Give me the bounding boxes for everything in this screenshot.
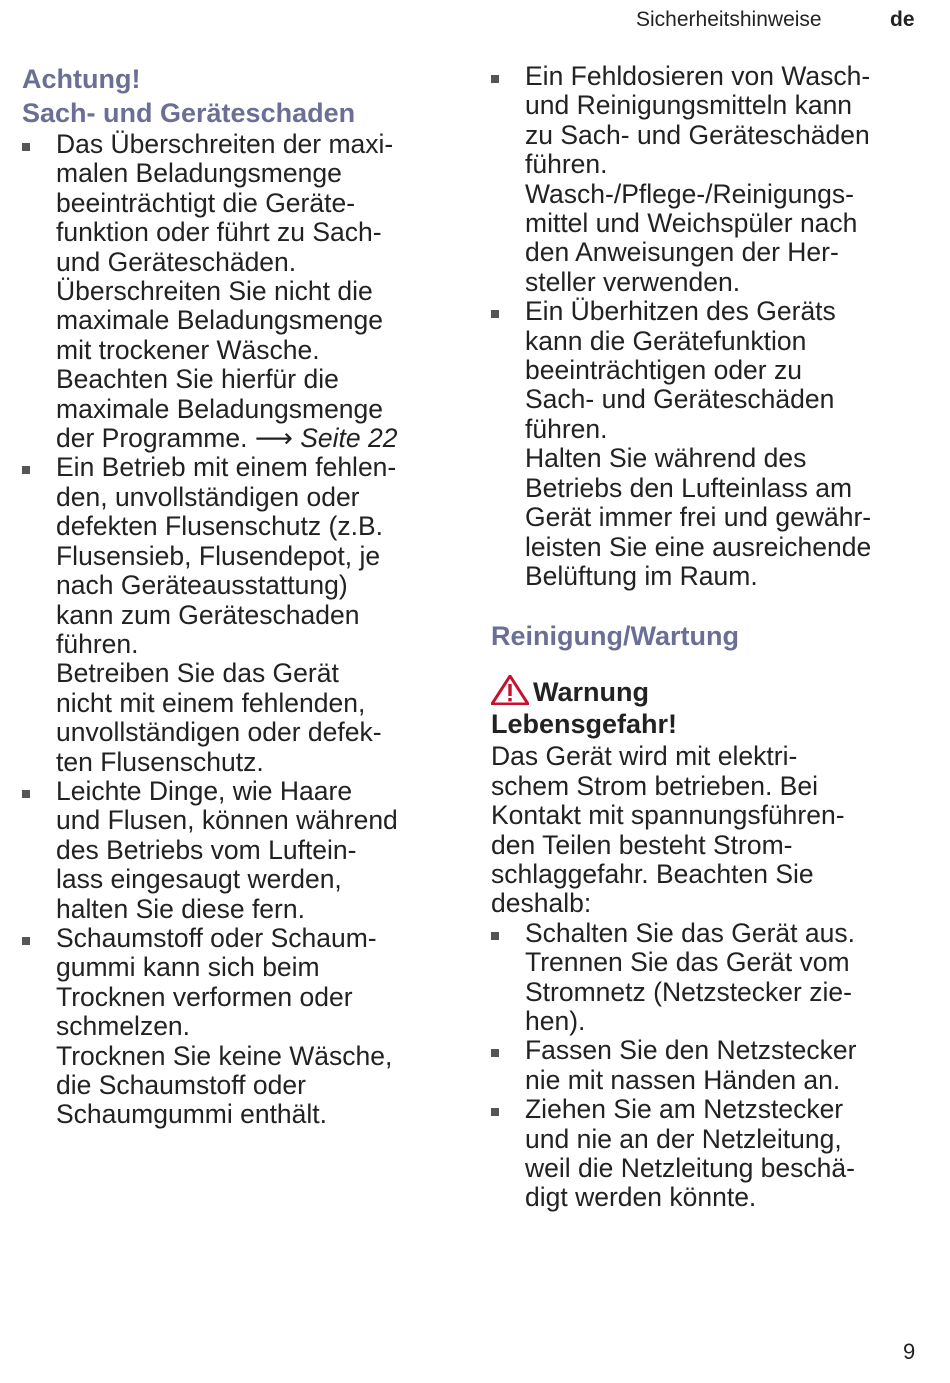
text-line: malen Beladungsmenge: [56, 158, 342, 189]
text-line: halten Sie diese fern.: [56, 893, 305, 924]
text-line: beeinträchtigen oder zu: [525, 355, 802, 386]
text-line: unvollständigen oder defek-: [56, 717, 382, 748]
text-line: Leichte Dinge, wie Haare: [56, 775, 353, 806]
list-item: [491, 62, 931, 297]
text-line: steller verwenden.: [525, 266, 741, 297]
text-line: den Anweisungen der Her-: [525, 237, 839, 268]
text-line: deshalb:: [491, 888, 592, 919]
header-section-title: Sicherheitshinweise: [636, 8, 822, 31]
text-line: Fassen Sie den Netzstecker: [525, 1035, 857, 1066]
bullet-square-icon: [22, 466, 30, 474]
text-line: Belüftung im Raum.: [525, 560, 758, 591]
text-line: den Teilen besteht Strom-: [491, 829, 793, 860]
text-line: Ein Überhitzen des Geräts: [525, 296, 836, 327]
text-line-with-reference: [56, 424, 452, 453]
text-line: mit trockener Wäsche.: [56, 334, 320, 365]
list-item: [22, 777, 452, 924]
text-line: Das Überschreiten der maxi-: [56, 129, 394, 159]
list-item: [22, 924, 452, 1130]
text-line: Stromnetz (Netzstecker zie-: [525, 976, 852, 1007]
text-line: hen).: [525, 1005, 586, 1036]
list-item: [491, 1036, 931, 1095]
text-line: Beachten Sie hierfür die: [56, 364, 339, 395]
text-line: nicht mit einem fehlenden,: [56, 687, 366, 718]
page-number: 9: [903, 1339, 916, 1364]
text-line: Gerät immer frei und gewähr-: [525, 502, 872, 533]
text-line: Betreiben Sie das Gerät: [56, 658, 339, 689]
text-line: Trennen Sie das Gerät vom: [525, 947, 850, 978]
page-reference-link[interactable]: Seite 22: [300, 423, 398, 454]
text-line: Flusensieb, Flusendepot, je: [56, 540, 381, 571]
text-line: Überschreiten Sie nicht die: [56, 276, 373, 307]
text-line: Ein Betrieb mit einem fehlen-: [56, 452, 397, 483]
caution-heading: [22, 62, 452, 130]
text-line: Schaumgummi enthält.: [56, 1099, 328, 1130]
text-segment: der Programme.: [56, 423, 248, 454]
text-line: beeinträchtigt die Geräte-: [56, 187, 356, 218]
text-line: Schaumstoff oder Schaum-: [56, 922, 377, 953]
text-line: Ziehen Sie am Netzstecker: [525, 1094, 844, 1125]
text-line: Ein Fehldosieren von Wasch-: [525, 61, 871, 91]
text-line: Betriebs den Lufteinlass am: [525, 472, 853, 503]
text-line: kann die Gerätefunktion: [525, 325, 807, 356]
text-line: maximale Beladungsmenge: [56, 393, 384, 424]
header-language: de: [890, 8, 915, 31]
list-item: [491, 1095, 931, 1213]
text-line: Trocknen verformen oder: [56, 981, 353, 1012]
bullet-square-icon: [491, 1108, 499, 1116]
right-column: [491, 62, 931, 1213]
warning-title: [491, 675, 931, 740]
reference-arrow-icon: ⟶: [254, 423, 293, 454]
warning-title-line1: [491, 675, 931, 708]
text-line: defekten Flusenschutz (z.B.: [56, 511, 383, 542]
text-line: Das Gerät wird mit elektri-: [491, 741, 798, 772]
text-line: gummi kann sich beim: [56, 952, 320, 983]
text-line: kann zum Geräteschaden: [56, 599, 360, 630]
warning-label: Warnung: [533, 677, 649, 708]
text-line: und Flusen, können während: [56, 805, 398, 836]
text-line: Wasch-/Pflege-/Reinigungs-: [525, 178, 854, 209]
section-heading-cleaning: Reinigung/Wartung: [491, 621, 739, 652]
text-line: Sach- und Geräteschäden: [525, 384, 835, 415]
warning-list: [491, 919, 931, 1213]
bullet-square-icon: [491, 1049, 499, 1057]
text-line: und Reinigungsmitteln kann: [525, 90, 853, 121]
warning-text: [491, 742, 931, 918]
left-column: [22, 62, 452, 1130]
text-line: Schalten Sie das Gerät aus.: [525, 917, 855, 948]
text-line: ten Flusenschutz.: [56, 746, 264, 777]
text-line: Kontakt mit spannungsführen-: [491, 800, 845, 831]
text-line: nie mit nassen Händen an.: [525, 1064, 841, 1095]
bullet-square-icon: [22, 143, 30, 151]
bullet-square-icon: [491, 932, 499, 940]
caution-heading-line2: Sach- und Geräteschaden: [22, 98, 356, 128]
text-line: den, unvollständigen oder: [56, 481, 360, 512]
warning-title-line2: Lebensgefahr!: [491, 709, 678, 740]
text-line: nach Geräteausstattung): [56, 570, 348, 601]
text-line: lass eingesaugt werden,: [56, 864, 342, 895]
text-line: des Betriebs vom Luftein-: [56, 834, 357, 865]
bullet-square-icon: [22, 937, 30, 945]
text-line: die Schaumstoff oder: [56, 1070, 306, 1100]
text-line: und nie an der Netzleitung,: [525, 1123, 842, 1154]
text-line: maximale Beladungsmenge: [56, 305, 384, 336]
text-line: Trocknen Sie keine Wäsche,: [56, 1040, 393, 1071]
text-line: führen.: [56, 628, 139, 659]
bullet-square-icon: [491, 310, 499, 318]
caution-list: [22, 130, 452, 1130]
text-line: weil die Netzleitung beschä-: [525, 1153, 855, 1183]
text-line: führen.: [525, 149, 608, 180]
list-item: [491, 297, 931, 591]
text-line: schmelzen.: [56, 1011, 191, 1042]
text-line: schlaggefahr. Beachten Sie: [491, 858, 814, 889]
text-line: und Geräteschäden.: [56, 246, 297, 277]
text-line: mittel und Weichspüler nach: [525, 208, 858, 239]
text-line: digt werden könnte.: [525, 1182, 757, 1213]
bullet-square-icon: [491, 75, 499, 83]
text-line: zu Sach- und Geräteschäden: [525, 119, 870, 150]
text-line: Halten Sie während des: [525, 443, 807, 474]
bullet-square-icon: [22, 790, 30, 798]
list-item: [491, 919, 931, 1037]
list-item: [22, 453, 452, 776]
caution-heading-line1: Achtung!: [22, 64, 141, 94]
text-line: leisten Sie eine ausreichende: [525, 531, 872, 562]
text-line: funktion oder führt zu Sach-: [56, 217, 382, 248]
caution-list-continued: [491, 62, 931, 591]
text-line: führen.: [525, 413, 608, 444]
text-line: schem Strom betrieben. Bei: [491, 770, 818, 801]
warning-triangle-icon: [491, 675, 529, 705]
list-item: [22, 130, 452, 453]
